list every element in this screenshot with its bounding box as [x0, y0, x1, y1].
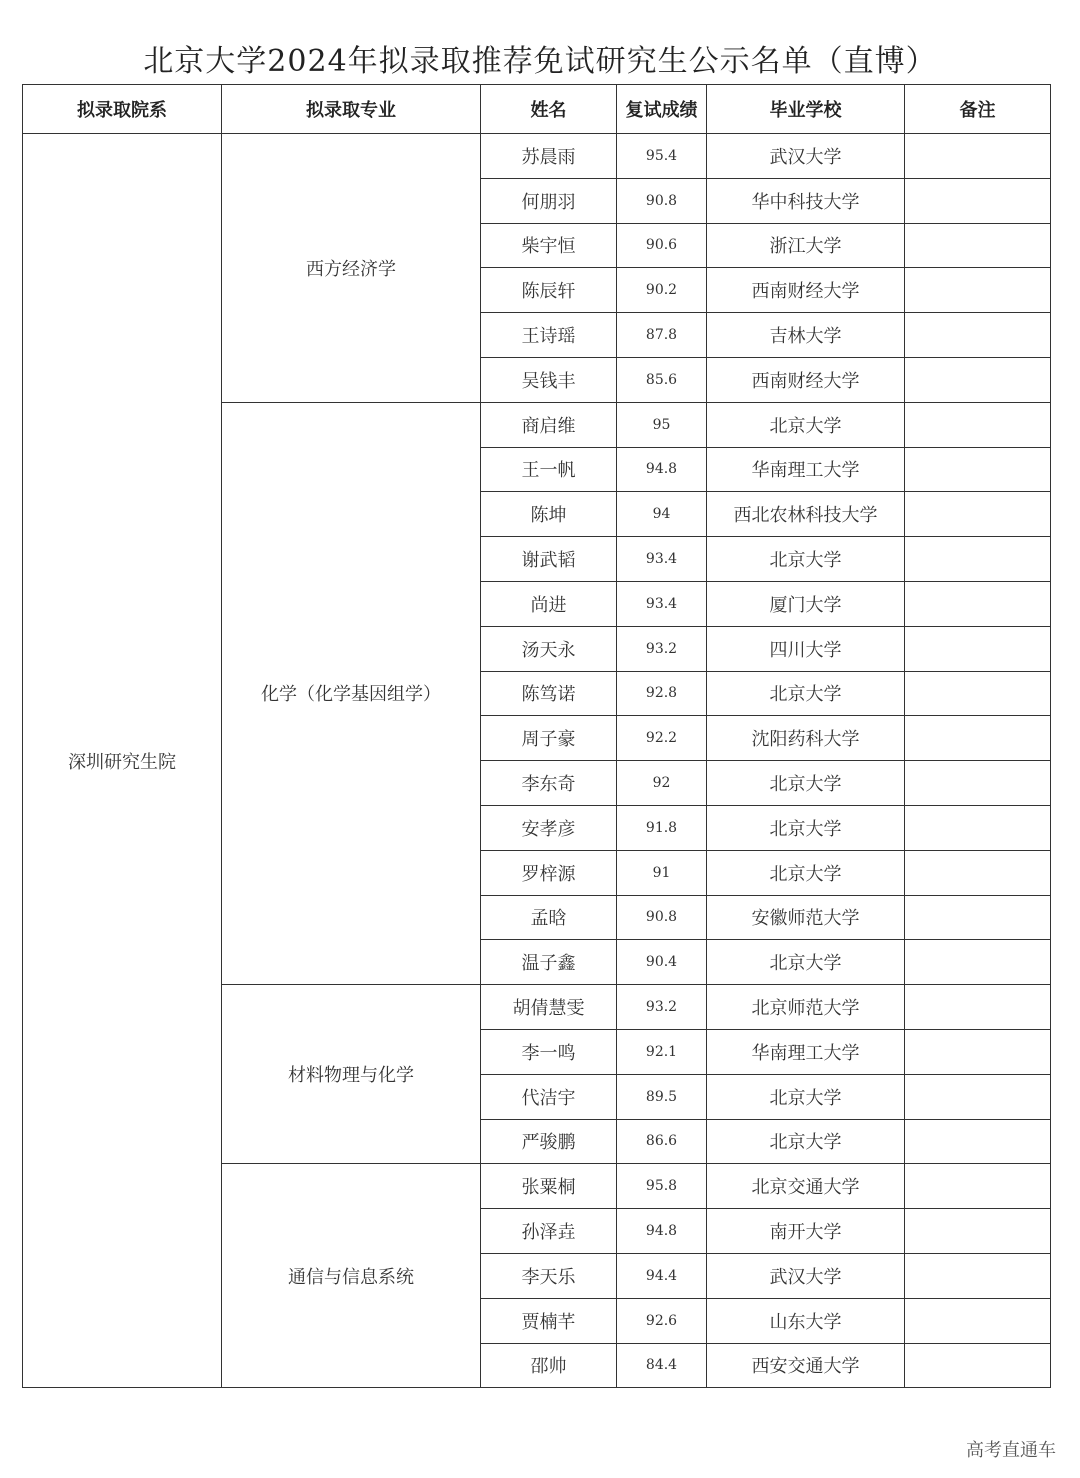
- note-cell: [905, 1343, 1051, 1388]
- school-cell: 西北农林科技大学: [707, 492, 905, 537]
- school-cell: 西南财经大学: [707, 268, 905, 313]
- major-cell: 西方经济学: [222, 134, 481, 403]
- school-cell: 西南财经大学: [707, 357, 905, 402]
- name-cell: 汤天永: [481, 626, 617, 671]
- name-cell: 吴钱丰: [481, 357, 617, 402]
- score-cell: 90.4: [617, 940, 707, 985]
- school-cell: 北京大学: [707, 671, 905, 716]
- note-cell: [905, 537, 1051, 582]
- name-cell: 孟晗: [481, 895, 617, 940]
- name-cell: 陈辰轩: [481, 268, 617, 313]
- note-cell: [905, 1209, 1051, 1254]
- school-cell: 厦门大学: [707, 581, 905, 626]
- name-cell: 安孝彦: [481, 805, 617, 850]
- score-cell: 91.8: [617, 805, 707, 850]
- watermark: 高考直通车: [966, 1440, 1056, 1461]
- name-cell: 李东奇: [481, 761, 617, 806]
- score-cell: 92: [617, 761, 707, 806]
- score-cell: 94.8: [617, 1209, 707, 1254]
- score-cell: 90.6: [617, 223, 707, 268]
- note-cell: [905, 626, 1051, 671]
- score-cell: 95: [617, 402, 707, 447]
- score-cell: 89.5: [617, 1074, 707, 1119]
- school-cell: 北京大学: [707, 1074, 905, 1119]
- note-cell: [905, 1253, 1051, 1298]
- note-cell: [905, 402, 1051, 447]
- name-cell: 代洁宇: [481, 1074, 617, 1119]
- score-cell: 92.2: [617, 716, 707, 761]
- school-cell: 山东大学: [707, 1298, 905, 1343]
- school-cell: 北京大学: [707, 805, 905, 850]
- note-cell: [905, 357, 1051, 402]
- score-cell: 87.8: [617, 313, 707, 358]
- note-cell: [905, 850, 1051, 895]
- header-note: 备注: [905, 85, 1051, 134]
- name-cell: 何朋羽: [481, 178, 617, 223]
- note-cell: [905, 895, 1051, 940]
- header-score: 复试成绩: [617, 85, 707, 134]
- school-cell: 华南理工大学: [707, 447, 905, 492]
- note-cell: [905, 1298, 1051, 1343]
- major-cell: 通信与信息系统: [222, 1164, 481, 1388]
- score-cell: 93.4: [617, 537, 707, 582]
- note-cell: [905, 1074, 1051, 1119]
- school-cell: 北京大学: [707, 402, 905, 447]
- name-cell: 温子鑫: [481, 940, 617, 985]
- score-cell: 92.1: [617, 1029, 707, 1074]
- school-cell: 武汉大学: [707, 134, 905, 179]
- note-cell: [905, 134, 1051, 179]
- school-cell: 北京大学: [707, 850, 905, 895]
- school-cell: 华南理工大学: [707, 1029, 905, 1074]
- school-cell: 北京师范大学: [707, 985, 905, 1030]
- score-cell: 93.2: [617, 985, 707, 1030]
- name-cell: 尚进: [481, 581, 617, 626]
- note-cell: [905, 940, 1051, 985]
- school-cell: 北京大学: [707, 940, 905, 985]
- school-cell: 四川大学: [707, 626, 905, 671]
- score-cell: 93.4: [617, 581, 707, 626]
- school-cell: 武汉大学: [707, 1253, 905, 1298]
- score-cell: 85.6: [617, 357, 707, 402]
- school-cell: 西安交通大学: [707, 1343, 905, 1388]
- school-cell: 南开大学: [707, 1209, 905, 1254]
- name-cell: 李天乐: [481, 1253, 617, 1298]
- note-cell: [905, 223, 1051, 268]
- note-cell: [905, 716, 1051, 761]
- note-cell: [905, 1029, 1051, 1074]
- school-cell: 北京大学: [707, 1119, 905, 1164]
- note-cell: [905, 985, 1051, 1030]
- school-cell: 安徽师范大学: [707, 895, 905, 940]
- score-cell: 95.4: [617, 134, 707, 179]
- note-cell: [905, 268, 1051, 313]
- name-cell: 胡倩慧雯: [481, 985, 617, 1030]
- note-cell: [905, 492, 1051, 537]
- score-cell: 94.8: [617, 447, 707, 492]
- note-cell: [905, 178, 1051, 223]
- school-cell: 沈阳药科大学: [707, 716, 905, 761]
- school-cell: 浙江大学: [707, 223, 905, 268]
- school-cell: 北京大学: [707, 537, 905, 582]
- major-cell: 材料物理与化学: [222, 985, 481, 1164]
- note-cell: [905, 313, 1051, 358]
- department-cell: 深圳研究生院: [23, 134, 222, 1388]
- name-cell: 周子豪: [481, 716, 617, 761]
- name-cell: 谢武韬: [481, 537, 617, 582]
- name-cell: 王一帆: [481, 447, 617, 492]
- name-cell: 苏晨雨: [481, 134, 617, 179]
- header-major: 拟录取专业: [222, 85, 481, 134]
- name-cell: 邵帅: [481, 1343, 617, 1388]
- note-cell: [905, 671, 1051, 716]
- name-cell: 陈笃诺: [481, 671, 617, 716]
- header-name: 姓名: [481, 85, 617, 134]
- score-cell: 94: [617, 492, 707, 537]
- note-cell: [905, 581, 1051, 626]
- name-cell: 陈坤: [481, 492, 617, 537]
- score-cell: 94.4: [617, 1253, 707, 1298]
- table-body: [23, 134, 1051, 1388]
- name-cell: 李一鸣: [481, 1029, 617, 1074]
- school-cell: 华中科技大学: [707, 178, 905, 223]
- score-cell: 84.4: [617, 1343, 707, 1388]
- score-cell: 91: [617, 850, 707, 895]
- note-cell: [905, 805, 1051, 850]
- name-cell: 严骏鹏: [481, 1119, 617, 1164]
- name-cell: 张粟桐: [481, 1164, 617, 1209]
- note-cell: [905, 447, 1051, 492]
- school-cell: 北京交通大学: [707, 1164, 905, 1209]
- note-cell: [905, 1119, 1051, 1164]
- header-department: 拟录取院系: [23, 85, 222, 134]
- note-cell: [905, 761, 1051, 806]
- header-school: 毕业学校: [707, 85, 905, 134]
- major-cell: 化学（化学基因组学）: [222, 402, 481, 984]
- name-cell: 商启维: [481, 402, 617, 447]
- note-cell: [905, 1164, 1051, 1209]
- score-cell: 90.8: [617, 895, 707, 940]
- table-row: [23, 134, 1051, 179]
- score-cell: 92.6: [617, 1298, 707, 1343]
- page-title: 北京大学2024年拟录取推荐免试研究生公示名单（直博）: [143, 44, 937, 79]
- name-cell: 柴宇恒: [481, 223, 617, 268]
- name-cell: 孙泽垚: [481, 1209, 617, 1254]
- table-header-row: [23, 85, 1051, 134]
- score-cell: 90.8: [617, 178, 707, 223]
- score-cell: 93.2: [617, 626, 707, 671]
- name-cell: 贾楠芊: [481, 1298, 617, 1343]
- score-cell: 92.8: [617, 671, 707, 716]
- score-cell: 90.2: [617, 268, 707, 313]
- school-cell: 吉林大学: [707, 313, 905, 358]
- score-cell: 86.6: [617, 1119, 707, 1164]
- name-cell: 王诗瑶: [481, 313, 617, 358]
- name-cell: 罗梓源: [481, 850, 617, 895]
- score-cell: 95.8: [617, 1164, 707, 1209]
- admission-table: [22, 84, 1051, 1388]
- school-cell: 北京大学: [707, 761, 905, 806]
